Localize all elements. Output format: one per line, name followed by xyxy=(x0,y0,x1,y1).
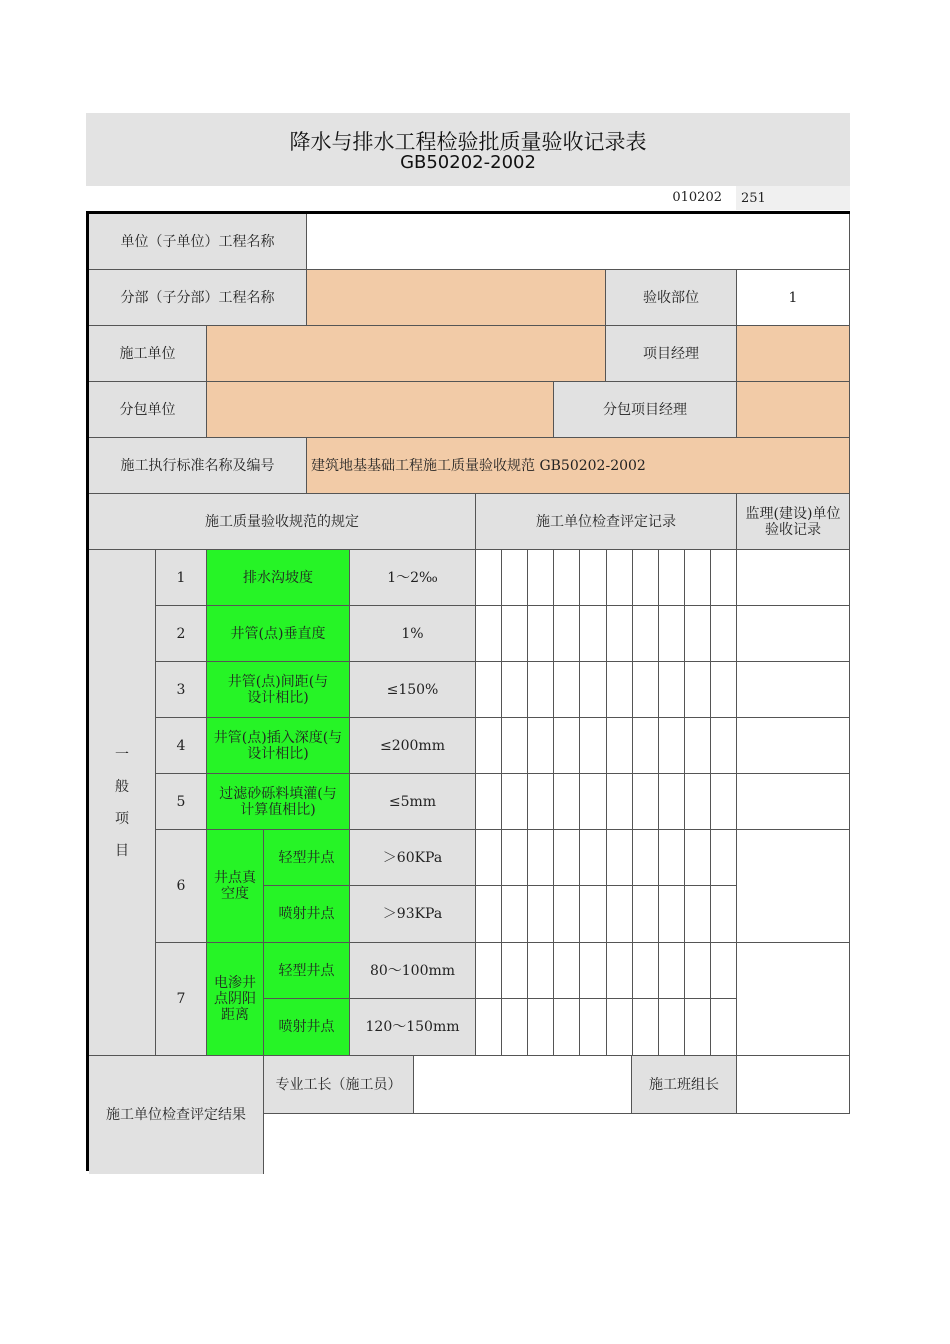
check-record-cell[interactable] xyxy=(502,943,528,999)
check-record-cell[interactable] xyxy=(528,886,554,943)
item-number: 2 xyxy=(156,606,207,662)
item-limit: ≤200mm xyxy=(350,718,476,774)
check-record-cell[interactable] xyxy=(711,774,737,830)
check-record-cell[interactable] xyxy=(685,606,711,662)
check-record-cell[interactable] xyxy=(502,830,528,886)
spec-column-header: 施工质量验收规范的规定 xyxy=(89,494,476,550)
check-record-cell[interactable] xyxy=(607,550,633,606)
check-record-cell[interactable] xyxy=(554,662,580,718)
check-record-cell[interactable] xyxy=(633,774,659,830)
sub-pm-label: 分包项目经理 xyxy=(554,382,737,438)
check-record-cell[interactable] xyxy=(476,886,502,943)
item-number: 5 xyxy=(156,774,207,830)
check-record-cell[interactable] xyxy=(580,774,607,830)
check-record-cell[interactable] xyxy=(685,999,711,1056)
standard-code: GB50202-2002 xyxy=(400,152,536,173)
group-char-2: 般 xyxy=(115,778,129,795)
item-name: 排水沟坡度 xyxy=(207,550,350,606)
acceptance-part-field[interactable]: 1 xyxy=(737,270,850,326)
group-char-4: 目 xyxy=(115,842,129,859)
item-limit: ＞60KPa xyxy=(350,830,476,886)
project-manager-field[interactable] xyxy=(737,326,850,382)
supervision-record-cell[interactable] xyxy=(737,943,850,1056)
check-record-cell[interactable] xyxy=(633,606,659,662)
check-column-header: 施工单位检查评定记录 xyxy=(476,494,737,550)
check-record-cell[interactable] xyxy=(607,718,633,774)
foreman-label: 专业工长（施工员） xyxy=(264,1056,414,1114)
check-record-cell[interactable] xyxy=(633,550,659,606)
item-name: 井点真空度 xyxy=(207,830,264,943)
check-record-cell[interactable] xyxy=(502,718,528,774)
check-record-cell[interactable] xyxy=(580,886,607,943)
check-record-cell[interactable] xyxy=(580,662,607,718)
sub-item-name: 喷射井点 xyxy=(264,886,350,943)
check-record-cell[interactable] xyxy=(528,606,554,662)
check-record-cell[interactable] xyxy=(502,550,528,606)
subproject-label: 分部（子分部）工程名称 xyxy=(89,270,307,326)
sub-item-name: 喷射井点 xyxy=(264,999,350,1056)
sub-item-name: 轻型井点 xyxy=(264,830,350,886)
check-record-cell[interactable] xyxy=(476,943,502,999)
form-title: 降水与排水工程检验批质量验收记录表 xyxy=(289,130,647,154)
item-name: 井管(点)插入深度(与设计相比) xyxy=(207,718,350,774)
subproject-field[interactable] xyxy=(307,270,606,326)
sub-pm-field[interactable] xyxy=(737,382,850,438)
item-number: 7 xyxy=(156,943,207,1056)
project-name-field[interactable] xyxy=(307,214,850,270)
check-record-cell[interactable] xyxy=(528,999,554,1056)
check-record-cell[interactable] xyxy=(607,999,633,1056)
item-name: 井管(点)垂直度 xyxy=(207,606,350,662)
check-record-cell[interactable] xyxy=(554,606,580,662)
check-record-cell[interactable] xyxy=(476,550,502,606)
check-record-cell[interactable] xyxy=(502,999,528,1056)
serial-number[interactable]: 251 xyxy=(736,186,850,210)
item-number: 1 xyxy=(156,550,207,606)
check-record-cell[interactable] xyxy=(580,606,607,662)
standard-label: 施工执行标准名称及编号 xyxy=(89,438,307,494)
check-record-cell[interactable] xyxy=(554,943,580,999)
check-record-cell[interactable] xyxy=(554,830,580,886)
check-record-cell[interactable] xyxy=(476,774,502,830)
check-record-cell[interactable] xyxy=(685,662,711,718)
check-record-cell[interactable] xyxy=(528,943,554,999)
supervision-record-cell[interactable] xyxy=(737,606,850,662)
check-record-cell[interactable] xyxy=(633,886,659,943)
check-record-cell[interactable] xyxy=(476,662,502,718)
check-record-cell[interactable] xyxy=(554,718,580,774)
check-record-cell[interactable] xyxy=(607,886,633,943)
item-number: 3 xyxy=(156,662,207,718)
check-record-cell[interactable] xyxy=(580,550,607,606)
check-record-cell[interactable] xyxy=(580,718,607,774)
check-record-cell[interactable] xyxy=(502,662,528,718)
check-record-cell[interactable] xyxy=(659,943,685,999)
item-limit: 1% xyxy=(350,606,476,662)
check-record-cell[interactable] xyxy=(711,830,737,886)
check-record-cell[interactable] xyxy=(502,774,528,830)
group-char-3: 项 xyxy=(115,810,129,827)
item-limit: ≤150% xyxy=(350,662,476,718)
check-record-cell[interactable] xyxy=(633,830,659,886)
check-record-cell[interactable] xyxy=(685,550,711,606)
check-record-cell[interactable] xyxy=(607,662,633,718)
check-record-cell[interactable] xyxy=(685,943,711,999)
check-record-cell[interactable] xyxy=(659,550,685,606)
form-code: 010202 xyxy=(672,190,722,205)
supervision-record-cell[interactable] xyxy=(737,718,850,774)
acceptance-part-label: 验收部位 xyxy=(606,270,737,326)
check-record-cell[interactable] xyxy=(607,830,633,886)
check-record-cell[interactable] xyxy=(685,830,711,886)
check-record-cell[interactable] xyxy=(528,662,554,718)
item-number: 6 xyxy=(156,830,207,943)
item-name: 电渗井点阴阳距离 xyxy=(207,943,264,1056)
group-char-1: 一 xyxy=(115,746,129,763)
item-number: 4 xyxy=(156,718,207,774)
contractor-field[interactable] xyxy=(207,326,606,382)
check-record-cell[interactable] xyxy=(711,886,737,943)
check-record-cell[interactable] xyxy=(580,999,607,1056)
check-record-cell[interactable] xyxy=(711,999,737,1056)
check-record-cell[interactable] xyxy=(554,886,580,943)
team-leader-field[interactable] xyxy=(737,1056,850,1114)
check-record-cell[interactable] xyxy=(554,550,580,606)
check-record-cell[interactable] xyxy=(476,606,502,662)
check-record-cell[interactable] xyxy=(685,886,711,943)
general-items-label xyxy=(89,550,156,1056)
check-result-label: 施工单位检查评定结果 xyxy=(89,1056,264,1174)
check-record-cell[interactable] xyxy=(659,718,685,774)
supervision-record-cell[interactable] xyxy=(737,774,850,830)
standard-field[interactable]: 建筑地基基础工程施工质量验收规范 GB50202-2002 xyxy=(307,438,850,494)
check-record-cell[interactable] xyxy=(607,943,633,999)
check-record-cell[interactable] xyxy=(607,606,633,662)
check-record-cell[interactable] xyxy=(633,999,659,1056)
foreman-field[interactable] xyxy=(414,1056,632,1114)
item-limit: 120～150mm xyxy=(350,999,476,1056)
check-record-cell[interactable] xyxy=(528,774,554,830)
subcontractor-field[interactable] xyxy=(207,382,554,438)
check-record-cell[interactable] xyxy=(476,830,502,886)
sub-item-name: 轻型井点 xyxy=(264,943,350,999)
check-record-cell[interactable] xyxy=(502,606,528,662)
check-record-cell[interactable] xyxy=(685,718,711,774)
supervision-record-cell[interactable] xyxy=(737,550,850,606)
item-limit: ≤5mm xyxy=(350,774,476,830)
project-manager-label: 项目经理 xyxy=(606,326,737,382)
subcontractor-label: 分包单位 xyxy=(89,382,207,438)
check-record-cell[interactable] xyxy=(711,718,737,774)
check-record-cell[interactable] xyxy=(659,886,685,943)
check-result-field[interactable] xyxy=(264,1114,850,1174)
form-table xyxy=(86,211,850,1171)
check-record-cell[interactable] xyxy=(633,718,659,774)
check-record-cell[interactable] xyxy=(659,606,685,662)
check-record-cell[interactable] xyxy=(580,943,607,999)
check-record-cell[interactable] xyxy=(711,662,737,718)
check-record-cell[interactable] xyxy=(685,774,711,830)
supervision-record-cell[interactable] xyxy=(737,830,850,943)
project-name-label: 单位（子单位）工程名称 xyxy=(89,214,307,270)
check-record-cell[interactable] xyxy=(633,662,659,718)
check-record-cell[interactable] xyxy=(528,550,554,606)
check-record-cell[interactable] xyxy=(659,774,685,830)
form-header xyxy=(86,113,850,186)
team-leader-label: 施工班组长 xyxy=(632,1056,737,1114)
item-limit: 80～100mm xyxy=(350,943,476,999)
check-record-cell[interactable] xyxy=(659,830,685,886)
check-record-cell[interactable] xyxy=(607,774,633,830)
check-record-cell[interactable] xyxy=(476,718,502,774)
check-record-cell[interactable] xyxy=(554,774,580,830)
check-record-cell[interactable] xyxy=(659,662,685,718)
check-record-cell[interactable] xyxy=(528,830,554,886)
supervision-record-cell[interactable] xyxy=(737,662,850,718)
check-record-cell[interactable] xyxy=(476,999,502,1056)
check-record-cell[interactable] xyxy=(528,718,554,774)
check-record-cell[interactable] xyxy=(659,999,685,1056)
supervision-column-header: 监理(建设)单位验收记录 xyxy=(737,494,850,550)
check-record-cell[interactable] xyxy=(711,550,737,606)
item-name: 井管(点)间距(与设计相比) xyxy=(207,662,350,718)
item-limit: 1～2‰ xyxy=(350,550,476,606)
check-record-cell[interactable] xyxy=(633,943,659,999)
contractor-label: 施工单位 xyxy=(89,326,207,382)
check-record-cell[interactable] xyxy=(502,886,528,943)
check-record-cell[interactable] xyxy=(580,830,607,886)
check-record-cell[interactable] xyxy=(711,606,737,662)
item-name: 过滤砂砾料填灌(与计算值相比) xyxy=(207,774,350,830)
item-limit: ＞93KPa xyxy=(350,886,476,943)
check-record-cell[interactable] xyxy=(711,943,737,999)
check-record-cell[interactable] xyxy=(554,999,580,1056)
